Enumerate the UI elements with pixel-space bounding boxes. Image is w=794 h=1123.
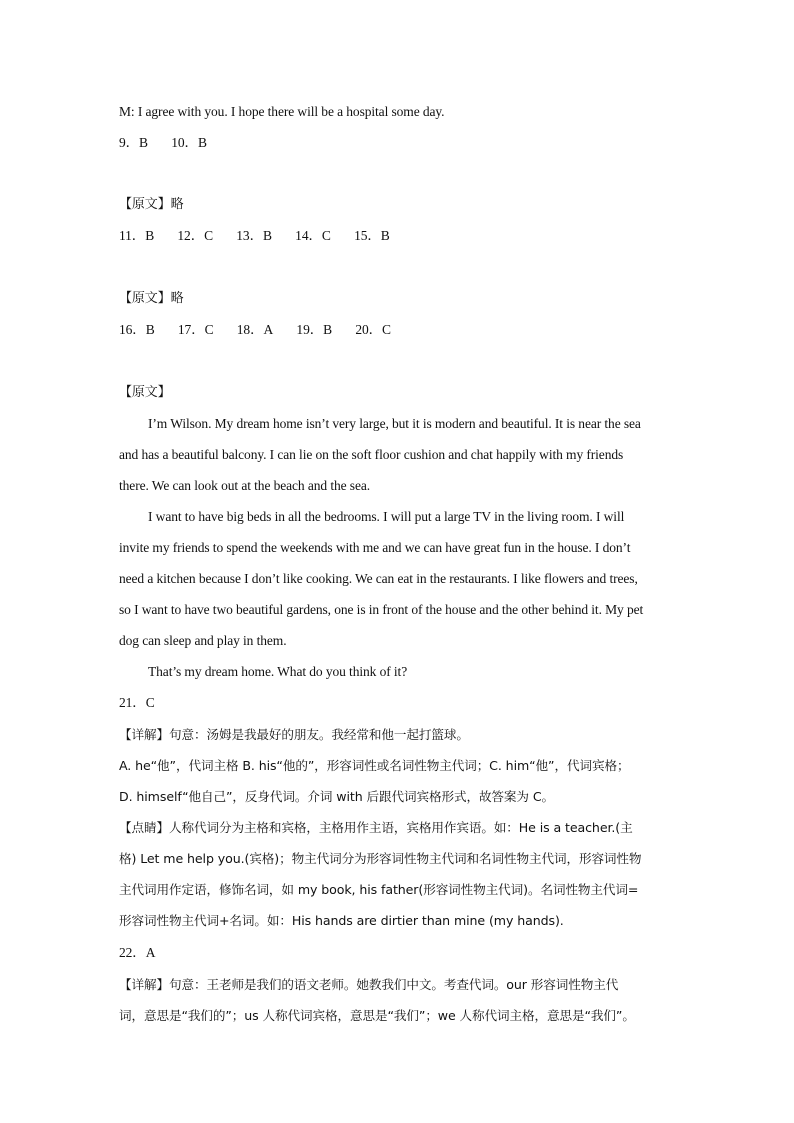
explanation-line: 【详解】句意：王老师是我们的语文老师。她教我们中文。考查代词。our 形容词性物主代 — [119, 977, 619, 992]
transcript-heading-omitted: 【原文】略 — [119, 291, 184, 306]
answer-16: 16．B — [119, 322, 155, 337]
tip-line: 主代词用作定语，修饰名词，如 my book, his father(形容词性物主代词)。名词性物主代词= — [119, 882, 639, 897]
answer-10: 10．B — [171, 135, 207, 150]
answer-18: 18．A — [236, 322, 274, 337]
answer-row-11-15 — [119, 227, 390, 245]
tip-line: 格) Let me help you.(宾格)；物主代词分为形容词性物主代词和名词性物主代词，形容词性物 — [119, 851, 642, 866]
answer-20: 20．C — [355, 322, 391, 337]
answer-21: 21．C — [119, 695, 155, 710]
paragraph-line: I want to have big beds in all the bedrooms. I will put a large TV in the living room. I will — [148, 509, 625, 524]
answer-9: 9．B — [119, 135, 148, 150]
paragraph-line: dog can sleep and play in them. — [119, 633, 287, 648]
explanation-line: D. himself“他自己”，反身代词。介词 with 后跟代词宾格形式，故答案为 C。 — [119, 789, 555, 804]
answer-12: 12．C — [177, 228, 213, 243]
answer-15: 15．B — [354, 228, 390, 243]
tip-line: 形容词性物主代词+名词。如：His hands are dirtier than mine (my hands). — [119, 913, 564, 928]
paragraph-line: That’s my dream home. What do you think of it? — [148, 664, 408, 679]
answer-14: 14．C — [295, 228, 331, 243]
transcript-heading-omitted: 【原文】略 — [119, 197, 184, 212]
explanation-line: 词，意思是“我们的”；us 人称代词宾格，意思是“我们”；we 人称代词主格，意思是“我们”。 — [119, 1008, 635, 1023]
answer-22: 22．A — [119, 945, 156, 960]
transcript-heading: 【原文】 — [119, 385, 171, 400]
answer-11: 11．B — [119, 228, 155, 243]
paragraph-line: and has a beautiful balcony. I can lie on the soft floor cushion and chat happily with my friends — [119, 447, 624, 462]
answer-row-16-20 — [119, 321, 391, 339]
paragraph-line: so I want to have two beautiful gardens, one is in front of the house and the other behind it. My pet — [119, 602, 644, 617]
explanation-line: 【详解】句意：汤姆是我最好的朋友。我经常和他一起打篮球。 — [119, 727, 469, 742]
paragraph-line: invite my friends to spend the weekends with me and we can have great fun in the house. I don’t — [119, 540, 631, 555]
paragraph-line: need a kitchen because I don’t like cooking. We can eat in the restaurants. I like flowers and trees, — [119, 571, 638, 586]
answer-row-9-10 — [119, 134, 207, 152]
paragraph-line: I’m Wilson. My dream home isn’t very large, but it is modern and beautiful. It is near the sea — [148, 416, 641, 431]
answer-17: 17．C — [177, 322, 214, 337]
answer-13: 13．B — [236, 228, 272, 243]
explanation-line: A. he“他”，代词主格 B. his“他的”，形容词性或名词性物主代词；C. him“他”，代词宾格； — [119, 758, 630, 773]
answer-19: 19．B — [296, 322, 333, 337]
dialogue-line: M: I agree with you. I hope there will be a hospital some day. — [119, 104, 445, 119]
paragraph-line: there. We can look out at the beach and the sea. — [119, 478, 371, 493]
tip-line: 【点睛】人称代词分为主格和宾格，主格用作主语，宾格用作宾语。如：He is a teacher.(主 — [119, 820, 633, 835]
